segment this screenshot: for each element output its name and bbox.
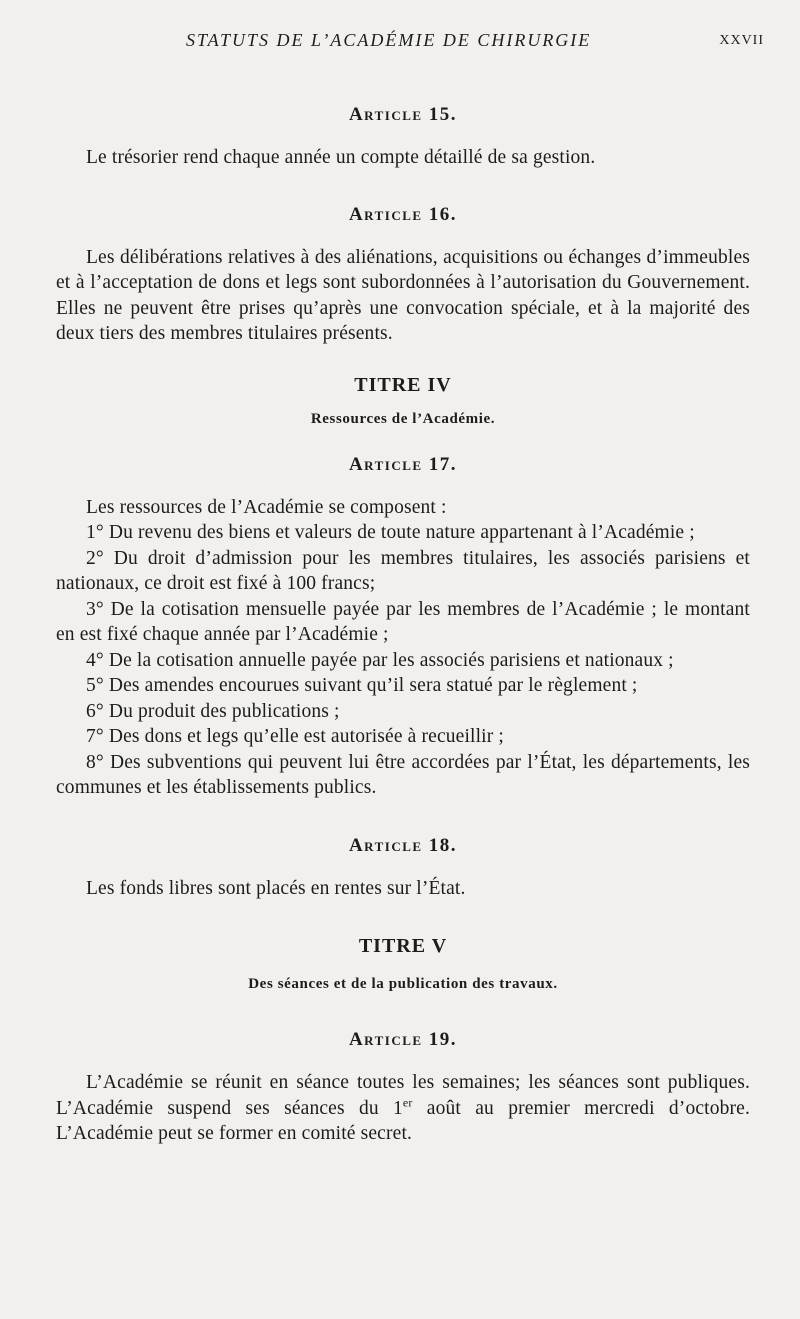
article-19-heading: Article 19. (348, 1029, 458, 1050)
article-17-item-2: 2° Du droit d’admission pour les membres titulaires, les associés parisiens et nationaux, ce droit est fixé à 100 francs; (56, 547, 750, 594)
titre-v-heading: TITRE V (358, 935, 448, 957)
ordinal-superscript: er (402, 1095, 413, 1109)
article-17-intro: Les ressources de l’Académie se composent : (86, 496, 447, 518)
article-16-heading: Article 16. (348, 203, 458, 225)
article-17-heading: Article 17. (348, 453, 458, 475)
article-19-text-start: L’Académie se réunit en séance toutes les semaines; les séances sont publiques. L’Académie suspend ses séances du 1 (56, 1072, 750, 1119)
article-19-text (56, 1070, 750, 1147)
page-number: XXVII (719, 33, 764, 48)
article-19-text-end: août au premier mercredi d’octobre. L’Académie peut se former en comité secret. (56, 1097, 750, 1144)
article-17-item-1: 1° Du revenu des biens et valeurs de toute nature appartenant à l’Académie ; (86, 522, 695, 543)
article-18-heading: Article 18. (348, 834, 458, 856)
titre-iv-heading: TITRE IV (354, 373, 452, 396)
running-title: STATUTS DE L’ACADÉMIE DE CHIRURGIE (186, 30, 592, 50)
running-head (0, 30, 800, 56)
article-17-item-3: 3° De la cotisation mensuelle payée par les membres de l’Académie ; le montant en est fixé chaque année par l’Académie ; (56, 598, 750, 645)
article-15-heading: Article 15. (348, 104, 458, 125)
titre-iv-subtitle: Ressources de l’Académie. (310, 410, 496, 427)
titre-v-subtitle: Des séances et de la publication des travaux. (248, 976, 558, 992)
page-content (56, 104, 750, 1147)
article-18-text: Les fonds libres sont placés en rentes sur l’État. (86, 877, 466, 899)
article-15-text: Le trésorier rend chaque année un compte détaillé de sa gestion. (86, 147, 596, 168)
article-17-item-6: 6° Du produit des publications ; (86, 700, 340, 722)
article-17-item-4: 4° De la cotisation annuelle payée par les associés parisiens et nationaux ; (86, 649, 674, 671)
article-17-item-5: 5° Des amendes encourues suivant qu’il sera statué par le règlement ; (86, 675, 638, 696)
article-17-item-8: 8° Des subventions qui peuvent lui être accordées par l’État, les départements, les communes et les établissements publics. (56, 751, 750, 798)
article-16-text: Les délibérations relatives à des aliénations, acquisitions ou échanges d’immeubles et à l’acceptation de dons et legs sont subordonnées à l’autorisation du Gouvernement. Elles ne peuvent être prises qu’après une convocation spéciale, et à la majorité des deux tiers des membres titulaires présents. (56, 246, 750, 344)
article-17-item-7: 7° Des dons et legs qu’elle est autorisée à recueillir ; (86, 726, 504, 747)
